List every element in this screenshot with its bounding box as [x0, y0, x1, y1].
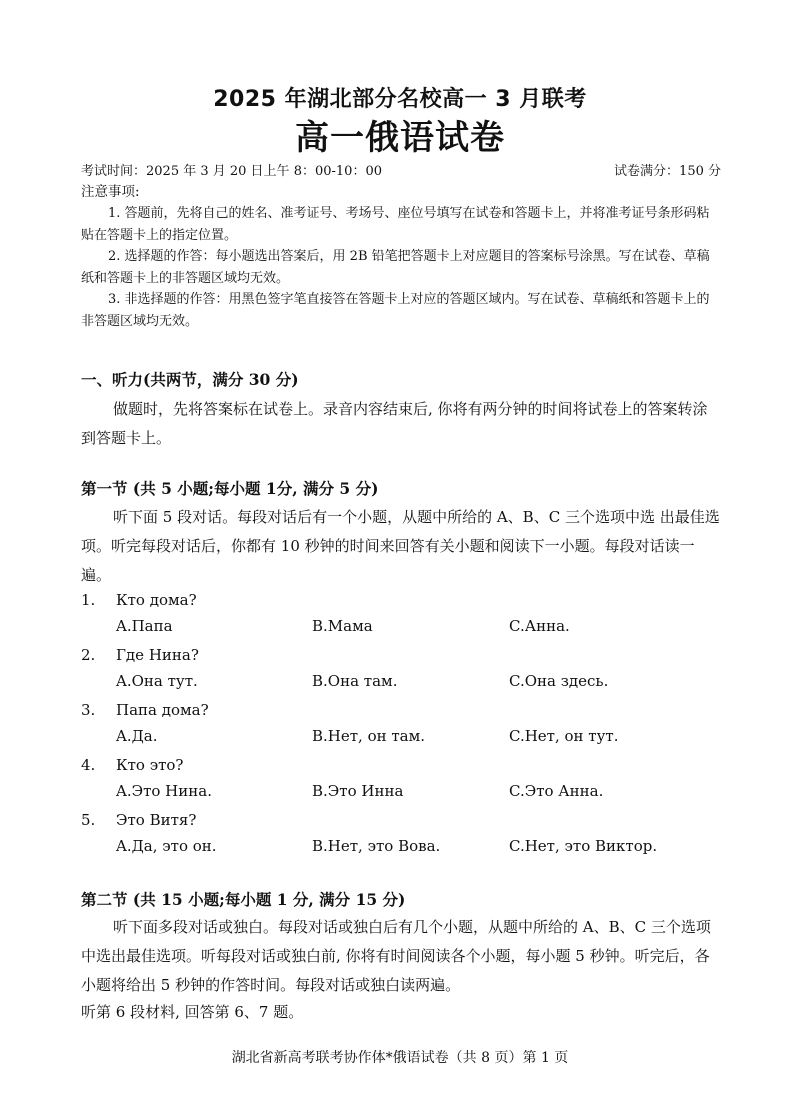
question-options: [116, 615, 716, 639]
note-item-2: 2. 选择题的作答：每小题选出答案后，用 2B 铅笔把答题卡上对应题目的答案标号涂黑。写在试卷、草稿纸和答题卡上的非答题区域均无效。: [81, 249, 710, 286]
note-item-3: 3. 非选择题的作答：用黑色签字笔直接答在答题卡上对应的答题区域内。写在试卷、草稿纸和答题卡上的非答题区域均无效。: [81, 292, 710, 329]
question-text: Кто это?: [116, 756, 184, 774]
section-listening-instructions: 做题时，先将答案标在试卷上。录音内容结束后, 你将有两分钟的时间将试卷上的答案转涂到答题卡上。: [81, 400, 708, 447]
option-c: C.Нет, это Виктор.: [509, 837, 658, 855]
option-b: B.Мама: [312, 617, 373, 635]
section-listening-title: 一、听力(共两节，满分 30 分): [81, 370, 299, 389]
question-number: 5.: [81, 811, 96, 829]
note-item-1: 1. 答题前，先将自己的姓名、准考证号、考场号、座位号填写在试卷和答题卡上，并将准考证号条形码粘贴在答题卡上的指定位置。: [81, 206, 710, 243]
question-text: Где Нина?: [116, 646, 199, 664]
part2-material-line: 听第 6 段材料, 回答第 6、7 题。: [81, 1003, 304, 1021]
option-a: A.Она тут.: [116, 672, 198, 690]
option-a: A.Это Нина.: [116, 782, 212, 800]
question-options: [116, 725, 716, 749]
option-b: B.Это Инна: [312, 782, 404, 800]
option-a: A.Папа: [116, 617, 173, 635]
option-b: B.Нет, он там.: [312, 727, 426, 745]
exam-full-score: 试卷满分：150 分: [614, 164, 721, 179]
option-c: C.Анна.: [509, 617, 570, 635]
part2-title: 第二节 (共 15 小题;每小题 1 分, 满分 15 分): [81, 890, 406, 909]
question-number: 4.: [81, 756, 96, 774]
option-b: B.Она там.: [312, 672, 398, 690]
option-c: C.Нет, он тут.: [509, 727, 619, 745]
option-c: C.Это Анна.: [509, 782, 604, 800]
option-a: A.Да, это он.: [116, 837, 217, 855]
question-number: 3.: [81, 701, 96, 719]
question-text: Кто дома?: [116, 591, 197, 609]
option-a: A.Да.: [116, 727, 158, 745]
question-options: [116, 780, 716, 804]
exam-time: 考试时间：2025 年 3 月 20 日上午 8：00-10：00: [81, 164, 382, 179]
part1-title: 第一节 (共 5 小题;每小题 1分, 满分 5 分): [81, 479, 379, 498]
option-b: B.Нет, это Вова.: [312, 837, 441, 855]
question-number: 1.: [81, 591, 96, 609]
option-c: C.Она здесь.: [509, 672, 609, 690]
question-options: [116, 670, 716, 694]
exam-info-row: [81, 162, 721, 182]
part2-instructions: 听下面多段对话或独白。每段对话或独白后有几个小题，从题中所给的 A、B、C 三个选项中选出最佳选项。听每段对话或独白前, 你将有时间阅读各个小题，每小题 5 秒钟。听完后，各小题将给出 5 秒钟的作答时间。每段对话或独白读两遍。: [81, 918, 711, 994]
question-number: 2.: [81, 646, 96, 664]
exam-subject-title: 高一俄语试卷: [295, 118, 505, 158]
part1-instructions: 听下面 5 段对话。每段对话后有一个小题，从题中所给的 A、B、C 三个选项中选 出最佳选项。听完每段对话后，你都有 10 秒钟的时间来回答有关小题和阅读下一小题。每段对话读一遍。: [81, 508, 720, 584]
notes-heading: 注意事项:: [81, 184, 140, 200]
page-footer: 湖北省新高考联考协作体*俄语试卷（共 8 页）第 1 页: [231, 1050, 569, 1066]
exam-header-title: 2025 年湖北部分名校高一 3 月联考: [213, 87, 587, 112]
question-text: Папа дома?: [116, 701, 209, 719]
question-text: Это Витя?: [116, 811, 197, 829]
question-options: [116, 835, 716, 859]
